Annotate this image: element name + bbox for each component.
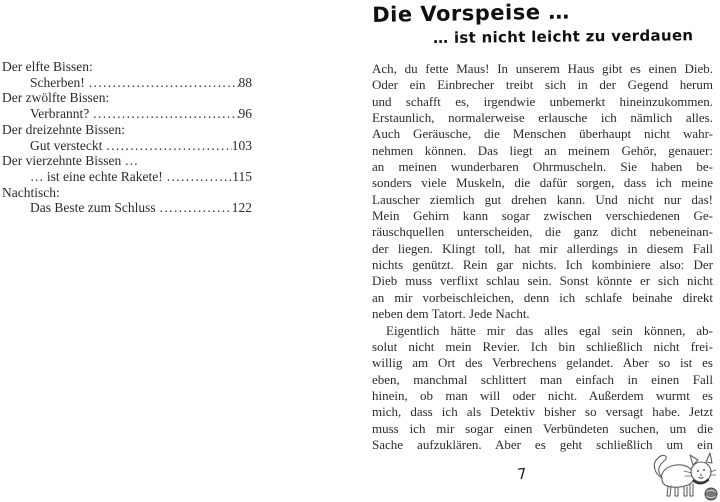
body-text-line: nehmen können. Das liegt an meinem Gehör, genauer: xyxy=(372,142,713,158)
body-text-line: räuschquellen unterscheiden, die ganz dicht nebeneinan- xyxy=(372,224,713,240)
body-text-line: und schafft es, irgendwie unbemerkt hineinzukommen. xyxy=(372,93,713,109)
toc-dot-leader xyxy=(106,138,231,154)
cat-eye-left xyxy=(697,470,699,472)
toc-entry-row xyxy=(2,138,252,154)
page-number: 7 xyxy=(516,464,528,484)
body-text-line: Auch Geräusche, die Menschen überhaupt nicht wahr- xyxy=(372,126,713,142)
body-text-line: der liegen. Klingt toll, hat mir allerdings in diesem Fall xyxy=(372,240,713,256)
toc-entry-row xyxy=(2,169,252,185)
right-page-chapter-start xyxy=(360,0,720,502)
cat-ear-right xyxy=(706,453,712,463)
body-text-line: nichts genützt. Rein gar nichts. Ich kombiniere also: Der xyxy=(372,257,713,273)
body-text-line: an meinen wunderbaren Ohrmuscheln. Sie haben be- xyxy=(372,159,713,175)
body-text-line: Erstaunlich, normalerweise erlausche ich nämlich alles. xyxy=(372,110,713,126)
toc-page-number: 115 xyxy=(232,168,252,184)
body-text-line: hinein, ob man will oder nicht. Außerdem wurmt es xyxy=(372,387,713,403)
body-text-line: Lauscher ziemlich gut drehen kann. Und nicht nur das! xyxy=(372,191,713,207)
cat-eye-right xyxy=(703,469,705,471)
toc-entry-row xyxy=(2,75,252,91)
toc-entry-row xyxy=(2,200,252,216)
toc-page-number: 103 xyxy=(231,137,252,153)
toc-entry-title: … ist eine echte Rakete! xyxy=(30,168,163,184)
toc-chapter-label: Der elfte Bissen: xyxy=(2,59,93,74)
body-text-line: mich, dass ich als Detektiv bisher so versagt habe. Jetzt xyxy=(372,404,713,420)
body-text-line: solut nicht mein Revier. Ich bin schließlich nicht frei- xyxy=(372,338,713,354)
body-text-line: muss ich mir sogar einen Verbündeten suchen, um die xyxy=(372,420,713,436)
toc-dot-leader xyxy=(89,75,239,91)
toc-dot-leader xyxy=(93,106,238,122)
toc-page-number: 96 xyxy=(238,106,252,122)
toc-dot-leader xyxy=(160,200,232,216)
body-text-line: willig am Ort des Verbrechens gelandet. Aber so ist es xyxy=(372,355,713,371)
body-text-line: Ach, du fette Maus! In unserem Haus gibt es einen Dieb. xyxy=(372,61,713,76)
toc-page-number: 88 xyxy=(238,74,252,90)
toc-chapter-label: Der dreizehnte Bissen: xyxy=(2,121,125,137)
body-text-line: an mir vorbeischleichen, denn ich schlafe beinahe direkt xyxy=(372,289,713,305)
chapter-title: Die Vorspeise … xyxy=(372,0,571,27)
body-text-line: Dieb muss verflixt schlau sein. Sonst könnte er sich nicht xyxy=(372,273,713,289)
chapter-body-text xyxy=(372,61,713,453)
toc-entry-title: Das Beste zum Schluss xyxy=(30,200,156,216)
toc-dot-leader xyxy=(167,169,233,185)
toc-entry-title: Verbrannt? xyxy=(30,106,90,122)
body-text-line: eben, manchmal schlittert man einfach in einen Fall xyxy=(372,371,713,387)
body-text-line: neben dem Tatort. Jede Nacht. xyxy=(372,306,530,322)
chapter-subtitle: … ist nicht leicht zu verdauen xyxy=(433,26,694,47)
toc-entry-title: Scherben! xyxy=(30,74,85,90)
body-text-line: Oder ein Einbrecher treibt sich in der Gegend herum xyxy=(372,77,713,93)
toc-chapter-label: Nachtisch: xyxy=(2,184,60,200)
body-text-line: Eigentlich hätte mir das alles egal sein können, ab- xyxy=(386,322,713,338)
table-of-contents xyxy=(2,59,252,216)
toc-page-number: 122 xyxy=(231,200,252,216)
toc-chapter-label: Der vierzehnte Bissen … xyxy=(2,153,139,169)
toc-entry-title: Gut versteckt xyxy=(30,137,103,153)
body-text-line: Sache aufzuklären. Aber es geht schließlich um ein xyxy=(372,436,713,452)
toc-entry-row xyxy=(2,106,252,122)
body-text-line: sonders viele Muskeln, die dafür sorgen, dass ich meine xyxy=(372,175,713,191)
toc-chapter-label: Der zwölfte Bissen: xyxy=(2,90,110,106)
body-text-line: Mein Gehirn kann sogar zwischen verschiedenen Ge- xyxy=(372,208,713,224)
